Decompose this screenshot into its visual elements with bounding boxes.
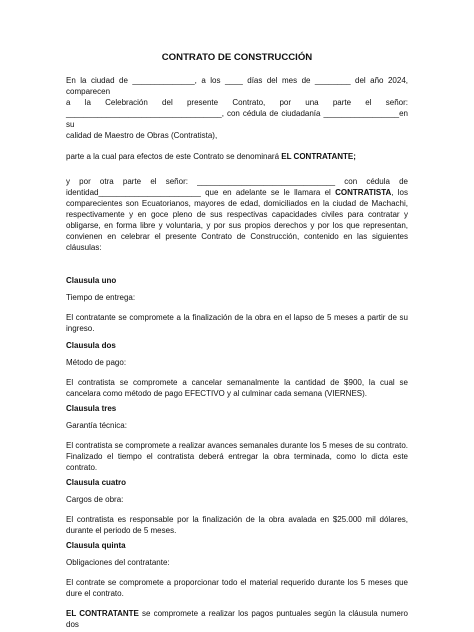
clause-body: El contratista se compromete a realizar avances semanales durante los 5 meses de su contrato. Finalizado el tiempo el contratista deberá entregar la obra terminada, como lo dicta este contrato.: [66, 441, 408, 472]
clause-extra-text: se compromete a realizar los pagos puntuales según la cláusula numero dos: [66, 609, 408, 629]
party-line: convienen en celebrar el presente Contrato de Construcción, contenido en las siguientes: [66, 232, 408, 241]
contratante-text: parte a la cual para efectos de este Contrato se denominará: [66, 152, 282, 161]
clause-subtitle: Tiempo de entrega:: [66, 293, 136, 302]
clause-heading: Clausula cuatro: [66, 478, 127, 487]
clause-heading: Clausula dos: [66, 341, 116, 350]
party-line: respectivamente y en goce pleno de sus respectivas capacidades civiles para contratar y: [66, 210, 408, 219]
party-line: comparecientes son Ecuatorianos, mayores de edad, domiciliados en la ciudad de Machachi,: [66, 199, 408, 208]
party-line: obligarse, en forma libre y voluntaria, y por sus propios derechos y por los que representan,: [66, 221, 408, 230]
intro-paragraph: [66, 75, 408, 141]
document-title: CONTRATO DE CONSTRUCCIÓN: [161, 52, 313, 63]
intro-line: ___________________________________, con cédula de ciudadanía _________________en su: [66, 109, 408, 129]
clause-subtitle: Método de pago:: [66, 358, 127, 367]
clause-subtitle: Garantía técnica:: [66, 421, 127, 430]
clause-subtitle: Obligaciones del contratante:: [66, 558, 170, 567]
contratante-label: EL CONTRATANTE;: [281, 152, 356, 161]
contratista-paragraph: [66, 176, 408, 253]
clause-body: El contratista es responsable por la finalización de la obra avalada en $25.000 mil dólares, durante el periodo de 5 meses.: [66, 515, 408, 535]
party-text: , los: [391, 188, 408, 197]
clause-cuatro: [66, 477, 408, 536]
contratista-label: CONTRATISTA: [335, 188, 392, 197]
party-line: cláusulas:: [66, 243, 102, 252]
party-line: [66, 187, 408, 198]
clause-dos: [66, 340, 408, 399]
contratante-paragraph: [66, 151, 408, 162]
clause-quinta: [66, 540, 408, 630]
clause-body: El contratante se compromete a la finalización de la obra en el lapso de 5 meses a partir de su ingreso.: [66, 313, 408, 333]
clause-heading: Clausula quinta: [66, 541, 126, 550]
intro-line: calidad de Maestro de Obras (Contratista),: [66, 131, 218, 140]
clause-subtitle: Cargos de obra:: [66, 495, 124, 504]
contratante-label: EL CONTRATANTE: [66, 609, 139, 618]
party-line: y por otra parte el señor: _______________________________ con cédula de: [66, 177, 408, 186]
clause-uno: [66, 275, 408, 334]
clause-body: El contrate se compromete a proporcionar todo el material requerido durante los 5 meses que dure el contrato.: [66, 578, 408, 598]
clause-extra: [66, 608, 408, 630]
clause-heading: Clausula tres: [66, 404, 117, 413]
clause-body: El contratista se compromete a cancelar semanalmente la cantidad de $900, la cual se cancelara como método de pago EFECTIVO y al culminar cada semana (VIERNES).: [66, 378, 408, 398]
clause-tres: [66, 403, 408, 473]
party-text: identidad_______________________ que en adelante se le llamara el: [66, 188, 336, 197]
intro-line: En la ciudad de ______________, a los ____ días del mes de ________ del año 2024, comparecen: [66, 76, 408, 96]
spacer: [66, 253, 408, 275]
intro-line: a la Celebración del presente Contrato, por una parte el señor:: [66, 98, 408, 107]
clause-heading: Clausula uno: [66, 276, 117, 285]
